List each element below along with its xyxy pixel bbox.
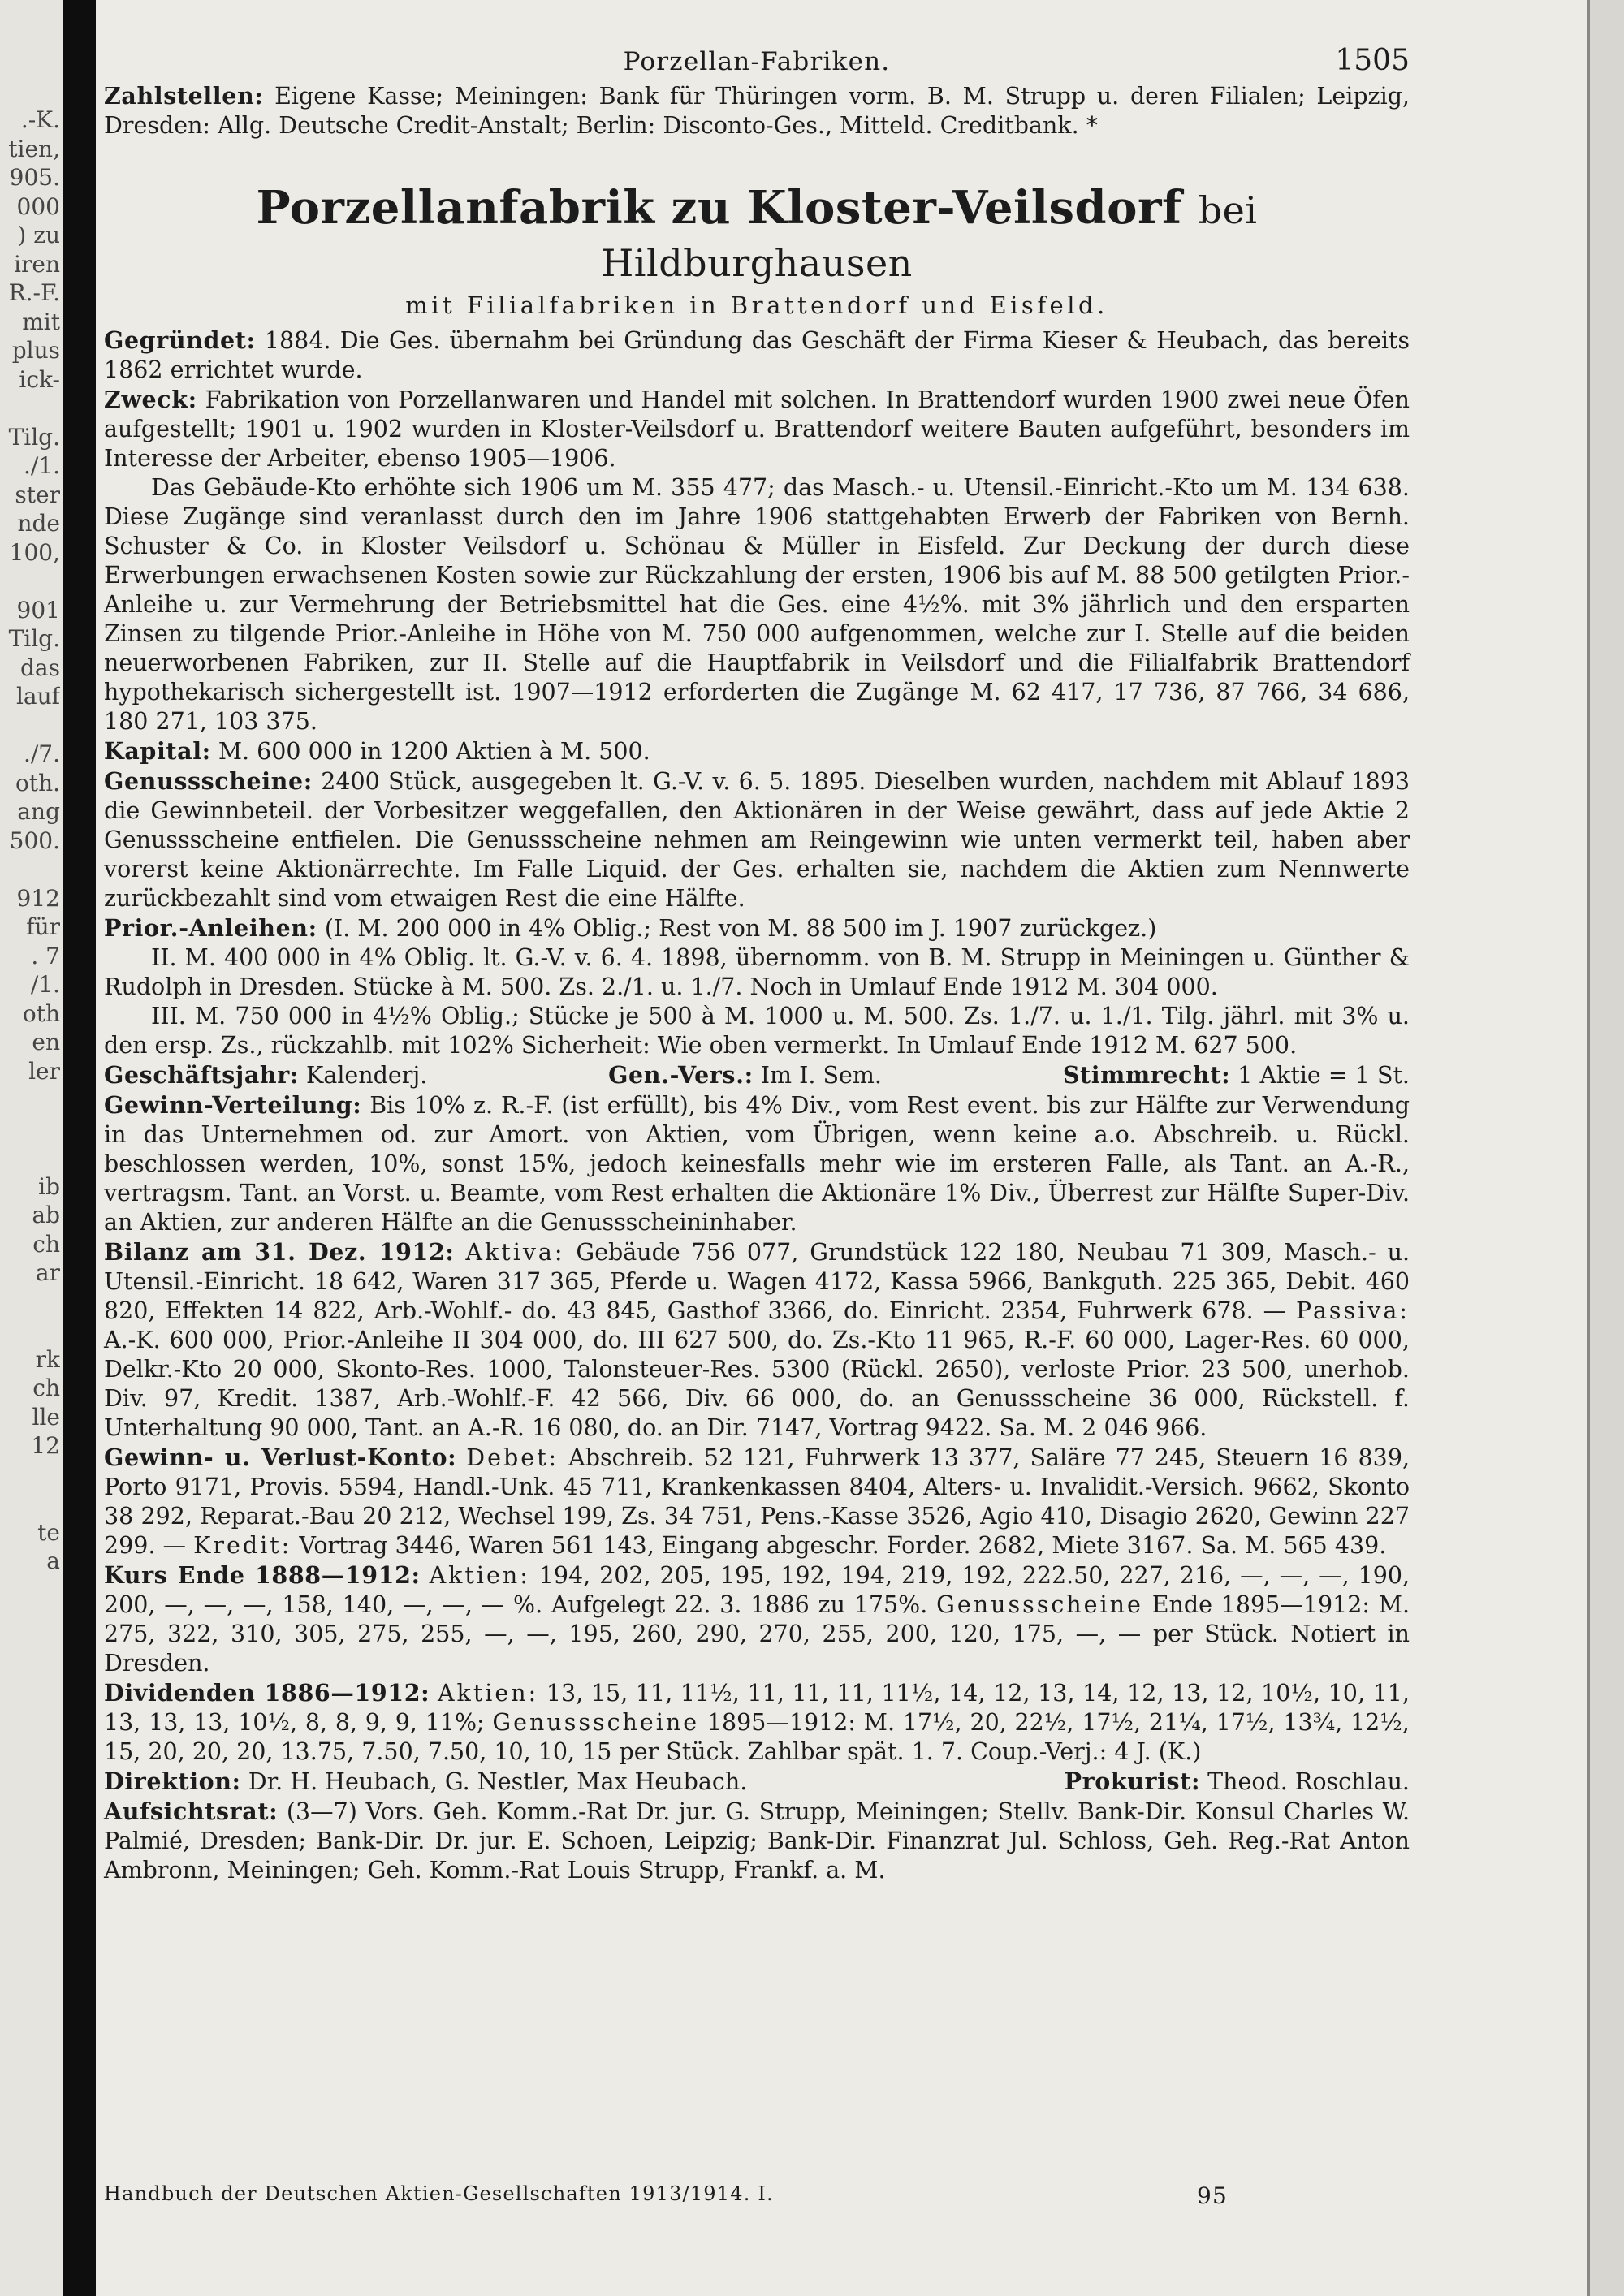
- margin-fragment: [0, 394, 60, 423]
- gebaeude-paragraph: Das Gebäude-Kto erhöhte sich 1906 um M. 355 477; das Masch.- u. Utensil.-Einricht.-Kto um M. 134 638. Diese Zugänge sind veranlasst durch den im Jahre 1906 stattgehabten Erwerb der Fabriken von Bernh. Schuster & Co. in Kloster Veilsdorf u. Schönau & Müller in Eisfeld. Zur Deckung der durch diese Erwerbungen erwachsenen Kosten sowie zur Rückzahlung der ersten, 1906 bis auf M. 88 500 getilgten Prior.-Anleihe u. zur Vermehrung der Betriebsmittel hat die Ges. eine 4½%. mit 3% jährlich und den ersparten Zinsen zu tilgende Prior.-Anleihe in Höhe von M. 750 000 aufgenommen, welche zur I. Stelle auf die beiden neuerworbenen Fabriken, zur II. Stelle auf die Hauptfabrik in Veilsdorf und die Filialfabrik Brattendorf hypothekarisch sichergestellt ist. 1907—1912 erforderten die Zugänge M. 62 417, 17 736, 87 766, 34 686, 180 271, 103 375.: [104, 474, 1410, 735]
- bilanz-aktiva-text: Gebäude 756 077, Grundstück 122 180, Neubau 71 309, Masch.- u. Utensil.-Einricht. 18 642, Waren 317 365, Pferde u. Wagen 4172, Kassa 5966, Bankguth. 225 365, Debit. 460 820, Effekten 14 822, Arb.-Wohlf.- do. 43 845, Gasthof 3366, do. Einricht. 2354, Fuhrwerk 678. —: [104, 1239, 1410, 1324]
- direktion-text: Dr. H. Heubach, G. Nestler, Max Heubach.: [248, 1768, 748, 1795]
- stimmrecht-label: Stimmrecht:: [1062, 1061, 1231, 1089]
- debet-text: Abschreib. 52 121, Fuhrwerk 13 377, Saläre 77 245, Steuern 16 839, Porto 9171, Provis. 5594, Handl.-Unk. 45 711, Krankenkassen 8404, Alters- u. Invalidit.-Versich. 9662, Skonto 38 292, Reparat.-Bau 20 212, Wechsel 199, Zs. 34 751, Pens.-Kasse 3526, Agio 410, Disagio 2620, Gewinn 227 299. —: [104, 1444, 1410, 1559]
- margin-fragment: ang: [17, 798, 60, 825]
- margin-fragment: 500.: [9, 826, 60, 854]
- geschaeftsjahr-entry: [104, 1060, 427, 1090]
- margin-fragment: ./1.: [23, 452, 60, 479]
- gewinn-verteilung-text: Bis 10% z. R.-F. (ist erfüllt), bis 4% Div., vom Rest event. bis zur Hälfte zur Verwendung in das Unternehmen od. zur Amort. von Aktien, vom Übrigen, wenn keine a.o. Abschreib. u. Rückl. beschlossen werden, 10%, sonst 15%, jedoch keinesfalls mehr wie im ersteren Falle, als Tant. an A.-R., vertragsm. Tant. an Vorst. u. Beamte, vom Rest erhalten die Aktionäre 1% Div., Überrest zur Hälfte Super-Div. an Aktien, zur anderen Hälfte an die Genussscheininhaber.: [104, 1092, 1410, 1236]
- dividenden-entry: [104, 1678, 1410, 1767]
- margin-fragment: . 7: [31, 942, 60, 969]
- margin-fragment: [0, 1143, 60, 1172]
- margin-fragment: en: [32, 1029, 60, 1055]
- gewinn-verlust-label: Gewinn- u. Verlust-Konto:: [104, 1444, 457, 1471]
- bilanz-aktiva-label: Aktiva:: [465, 1239, 565, 1266]
- prior-anleihen-entry: [104, 913, 1410, 943]
- margin-fragment: ./7.: [23, 740, 60, 767]
- dividenden-aktien-text: 13, 15, 11, 11½, 11, 11, 11, 11½, 14, 12, 13, 14, 12, 13, 12, 10½, 10, 11, 13, 13, 13, 10½, 8, 8, 9, 9, 11%;: [104, 1680, 1410, 1736]
- kurs-genuss-label: Genussscheine: [936, 1591, 1143, 1618]
- direktion-label: Direktion:: [104, 1767, 241, 1795]
- margin-fragment: 000: [16, 192, 60, 220]
- bilanz-passiva-text: A.-K. 600 000, Prior.-Anleihe II 304 000, do. III 627 500, do. Zs.-Kto 11 965, R.-F. 60 000, Lager-Res. 60 000, Delkr.-Kto 20 000, Skonto-Res. 1000, Talonsteuer-Res. 5300 (Rückl. 2650), verloste Prior. 23 500, unerhob. Div. 97, Kredit. 1387, Arb.-Wohlf.-F. 42 566, Div. 66 000, do. an Genussscheine 36 000, Rückstell. f. Unterhaltung 90 000, Tant. an A.-R. 16 080, do. an Dir. 7147, Vortrag 9422. Sa. M. 2 046 966.: [104, 1327, 1410, 1441]
- running-header: [104, 44, 1410, 81]
- zahlstellen-label: Zahlstellen:: [104, 82, 264, 110]
- margin-fragment: .-K.: [20, 106, 60, 133]
- kapital-entry: [104, 736, 1410, 766]
- gewinn-verteilung-label: Gewinn-Verteilung:: [104, 1091, 362, 1119]
- margin-fragment: Tilg.: [8, 423, 60, 451]
- direktion-entry: [104, 1767, 747, 1797]
- margin-fragment: das: [20, 654, 60, 681]
- margin-fragment: Tilg.: [8, 625, 60, 652]
- margin-fragment: [0, 1085, 60, 1115]
- margin-fragment: [0, 1288, 60, 1317]
- genvers-label: Gen.-Vers.:: [608, 1061, 754, 1089]
- gegruendet-entry: [104, 326, 1410, 385]
- company-subtitle: mit Filialfabriken in Brattendorf und Eisfeld.: [405, 291, 1108, 319]
- margin-fragment: te: [37, 1518, 60, 1546]
- kapital-text: M. 600 000 in 1200 Aktien à M. 500.: [218, 738, 650, 765]
- bilanz-label: Bilanz am 31. Dez. 1912:: [104, 1238, 455, 1266]
- margin-fragment: lauf: [15, 683, 60, 710]
- margin-fragment: mit: [22, 308, 60, 335]
- direktion-row: [104, 1767, 1410, 1797]
- dividenden-genuss-label: Genussscheine: [492, 1709, 700, 1736]
- margin-fragment: oth: [22, 999, 60, 1027]
- gewinn-verlust-entry: [104, 1443, 1410, 1560]
- prior-anleihen-i: (I. M. 200 000 in 4% Oblig.; Rest von M. 88 500 im J. 1907 zurückgez.): [324, 915, 1157, 942]
- gewinn-verteilung-entry: [104, 1090, 1410, 1237]
- genussscheine-entry: [104, 766, 1410, 913]
- kurs-entry: [104, 1560, 1410, 1678]
- margin-fragment: 100,: [9, 538, 60, 566]
- margin-fragment: [0, 711, 60, 740]
- margin-fragment: ch: [32, 1375, 60, 1401]
- margin-fragment: rk: [35, 1345, 60, 1373]
- margin-fragment: [0, 1461, 60, 1490]
- margin-fragment: plus: [11, 337, 60, 364]
- margin-fragment: 12: [31, 1432, 60, 1459]
- margin-fragment: [0, 567, 60, 596]
- geschaeftsjahr-text: Kalenderj.: [306, 1062, 428, 1089]
- margin-fragment: ster: [15, 481, 60, 508]
- margin-fragment: [0, 1115, 60, 1144]
- bilanz-entry: [104, 1237, 1410, 1443]
- company-location: bei Hildburghausen: [601, 188, 1258, 285]
- aufsichtsrat-label: Aufsichtsrat:: [104, 1798, 279, 1825]
- margin-fragment: 905.: [9, 164, 60, 191]
- prokurist-entry: [1065, 1767, 1410, 1797]
- kredit-text: Vortrag 3446, Waren 561 143, Eingang abgeschr. Forder. 2682, Miete 3167. Sa. M. 565 439.: [299, 1532, 1387, 1559]
- margin-fragment: ib: [38, 1172, 60, 1200]
- adjacent-page-fragments: [0, 106, 60, 1576]
- margin-fragment: ) zu: [17, 222, 60, 248]
- footer-text: Handbuch der Deutschen Aktien-Gesellschaften 1913/1914. I.: [104, 2182, 774, 2205]
- running-title: Porzellan-Fabriken.: [623, 47, 891, 76]
- margin-fragment: [0, 1489, 60, 1518]
- genvers-text: Im I. Sem.: [760, 1062, 882, 1089]
- kurs-label: Kurs Ende 1888—1912:: [104, 1561, 421, 1589]
- geschaeftsjahr-row: [104, 1060, 1410, 1090]
- margin-fragment: ick-: [19, 365, 60, 393]
- zweck-text: Fabrikation von Porzellanwaren und Handel mit solchen. In Brattendorf wurden 1900 zwei neue Öfen aufgestellt; 1901 u. 1902 wurden in Kloster-Veilsdorf u. Brattendorf weitere Bauten aufgeführt, besonders im Interesse der Arbeiter, ebenso 1905—1906.: [104, 386, 1410, 472]
- margin-fragment: ch: [32, 1230, 60, 1258]
- margin-fragment: a: [46, 1547, 60, 1574]
- zweck-entry: [104, 385, 1410, 473]
- geschaeftsjahr-label: Geschäftsjahr:: [104, 1061, 299, 1089]
- margin-fragment: 901: [16, 596, 60, 624]
- company-name: Porzellanfabrik zu Kloster-Veilsdorf: [256, 181, 1182, 235]
- margin-fragment: für: [26, 913, 60, 940]
- kapital-label: Kapital:: [104, 737, 211, 765]
- zahlstellen-entry: [104, 81, 1410, 140]
- margin-fragment: R.-F.: [8, 279, 60, 306]
- prior-anleihen-iii: III. M. 750 000 in 4½% Oblig.; Stücke je 500 à M. 1000 u. M. 500. Zs. 1./7. u. 1./1. Tilg. jährl. mit 3% u. den ersp. Zs., rückzahlb. mit 102% Sicherheit: Wie oben vermerkt. In Umlauf Ende 1912 M. 627 500.: [104, 1003, 1410, 1059]
- margin-fragment: tien,: [8, 135, 60, 162]
- gegruendet-text: 1884. Die Ges. übernahm bei Gründung das Geschäft der Firma Kieser & Heubach, das bereits 1862 errichtet wurde.: [104, 327, 1410, 383]
- binding-shadow: [63, 0, 96, 2296]
- left-page-margin: [0, 0, 63, 2296]
- margin-fragment: /1.: [30, 971, 60, 998]
- genussscheine-text: 2400 Stück, ausgegeben lt. G.-V. v. 6. 5. 1895. Dieselben wurden, nachdem mit Ablauf 1893 die Gewinnbeteil. der Vorbesitzer weggefallen, den Aktionären in der Weise gewährt, dass auf jede Aktie 2 Genussscheine entfielen. Die Genussscheine nehmen am Reingewinn wie unten vermerkt teil, haben aber vorerst keine Aktionärrechte. Im Falle Liquid. der Ges. erhalten sie, nachdem die Aktien zum Nennwerte zurückbezahlt sind vom etwaigen Rest die eine Hälfte.: [104, 768, 1410, 912]
- dividenden-aktien-label: Aktien:: [437, 1680, 539, 1707]
- margin-fragment: nde: [17, 510, 60, 537]
- page-content: [104, 44, 1410, 1885]
- genussscheine-label: Genussscheine:: [104, 767, 313, 795]
- prokurist-label: Prokurist:: [1064, 1767, 1201, 1795]
- kurs-genuss-text: Ende 1895—1912: M. 275, 322, 310, 305, 275, 255, —, —, 195, 260, 290, 270, 255, 200, 120, 175, —, — per Stück. Notiert in Dresden.: [104, 1591, 1410, 1677]
- margin-fragment: oth.: [15, 769, 60, 796]
- gegruendet-label: Gegründet:: [104, 326, 256, 354]
- stimmrecht-text: 1 Aktie = 1 St.: [1237, 1062, 1410, 1089]
- margin-fragment: ar: [35, 1259, 60, 1286]
- genvers-entry: [608, 1060, 882, 1090]
- page-footer: [104, 2182, 1410, 2209]
- company-title: [104, 183, 1410, 288]
- zweck-label: Zweck:: [104, 386, 197, 413]
- dividenden-label: Dividenden 1886—1912:: [104, 1679, 430, 1707]
- prokurist-text: Theod. Roschlau.: [1207, 1768, 1410, 1795]
- margin-fragment: ab: [32, 1202, 60, 1228]
- margin-fragment: [0, 855, 60, 884]
- page-number: 1505: [1335, 44, 1410, 77]
- footer-number: 95: [1197, 2182, 1229, 2209]
- right-page-edge: [1587, 0, 1624, 2296]
- margin-fragment: 912: [16, 884, 60, 912]
- margin-fragment: lle: [32, 1403, 60, 1431]
- stimmrecht-entry: [1063, 1060, 1410, 1090]
- aufsichtsrat-text: (3—7) Vors. Geh. Komm.-Rat Dr. jur. G. Strupp, Meiningen; Stellv. Bank-Dir. Konsul Charles W. Palmié, Dresden; Bank-Dir. Dr. jur. E. Schoen, Leipzig; Bank-Dir. Finanzrat Jul. Schloss, Geh. Reg.-Rat Anton Ambronn, Meiningen; Geh. Komm.-Rat Louis Strupp, Frankf. a. M.: [104, 1798, 1410, 1884]
- kredit-label: Kredit:: [193, 1532, 292, 1559]
- margin-fragment: [0, 1316, 60, 1345]
- kurs-aktien-label: Aktien:: [429, 1562, 530, 1589]
- zahlstellen-text: Eigene Kasse; Meiningen: Bank für Thüringen vorm. B. M. Strupp u. deren Filialen; Leipzig, Dresden: Allg. Deutsche Credit-Anstalt; Berlin: Disconto-Ges., Mitteld. Creditbank. *: [104, 83, 1410, 139]
- margin-fragment: ler: [28, 1057, 60, 1085]
- dividenden-genuss-text: 1895—1912: M. 17½, 20, 22½, 17½, 21¼, 17½, 13¾, 12½, 15, 20, 20, 20, 13.75, 7.50, 7.50, 10, 10, 15 per Stück. Zahlbar spät. 1. 7. Coup.-Verj.: 4 J. (K.): [104, 1709, 1410, 1765]
- prior-anleihen-label: Prior.-Anleihen:: [104, 914, 317, 942]
- aufsichtsrat-entry: [104, 1797, 1410, 1885]
- prior-anleihen-ii: II. M. 400 000 in 4% Oblig. lt. G.-V. v. 6. 4. 1898, übernomm. von B. M. Strupp in Meiningen u. Günther & Rudolph in Dresden. Stücke à M. 500. Zs. 2./1. u. 1./7. Noch in Umlauf Ende 1912 M. 304 000.: [104, 944, 1410, 1000]
- debet-label: Debet:: [466, 1444, 559, 1471]
- kurs-aktien-text: 194, 202, 205, 195, 192, 194, 219, 192, 222.50, 227, 216, —, —, —, 190, 200, —, —, —, 158, 140, —, —, — %. Aufgelegt 22. 3. 1886 zu 175%.: [104, 1562, 1410, 1618]
- bilanz-passiva-label: Passiva:: [1296, 1297, 1410, 1324]
- margin-fragment: iren: [14, 250, 60, 278]
